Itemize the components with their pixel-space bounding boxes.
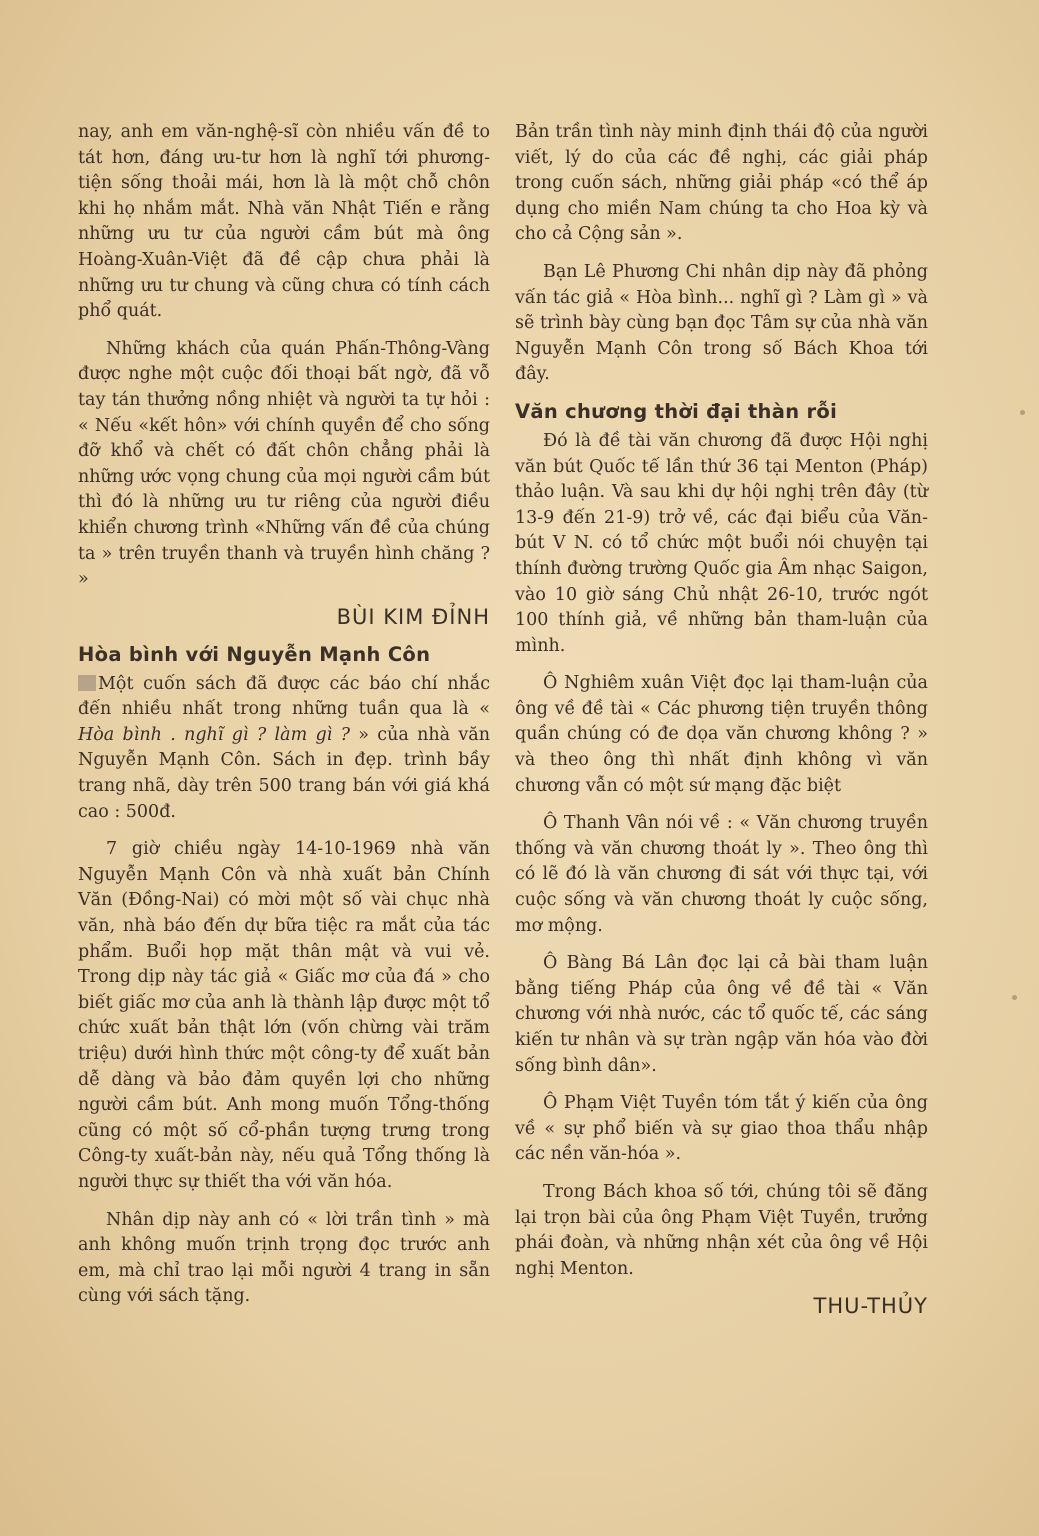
book-title: Hòa bình . nghĩ gì ? làm gì ?: [78, 724, 350, 745]
left-column: [78, 120, 490, 1322]
paragraph: Ô Bàng Bá Lân đọc lại cả bài tham luận bằng tiếng Pháp của ông về đề tài « Văn chương với nhà nước, các tổ quốc tế, các sáng kiến tư nhân và sự tràn ngập văn hóa vào đời sống bình dân».: [515, 953, 928, 1076]
paragraph: Bạn Lê Phương Chi nhân dịp này đã phỏng vấn tác giả « Hòa bình... nghĩ gì ? Làm gì » và sẽ trình bày cùng bạn đọc Tâm sự của nhà văn Nguyễn Mạnh Côn trong số Bách Khoa tới đây.: [515, 261, 928, 385]
paragraph: [78, 672, 490, 826]
paragraph: Trong Bách khoa số tới, chúng tôi sẽ đăng lại trọn bài của ông Phạm Việt Tuyền, trưởng phái đoàn, và những nhận xét của ông về Hội nghị Menton.: [515, 1181, 928, 1279]
paper-spot: [1012, 995, 1017, 1000]
text-run: Một cuốn sách đã được các báo chí nhắc đến nhiều nhất trong những tuần qua là «: [78, 673, 490, 720]
text-run: » của nhà văn Nguyễn Mạnh Côn. Sách in đẹp. trình bầy trang nhã, dày trên 500 trang bán với giá khá cao : 500đ.: [78, 724, 490, 822]
right-column: [515, 120, 928, 1332]
paragraph: Đó là đề tài văn chương đã được Hội nghị văn bút Quốc tế lần thứ 36 tại Menton (Pháp) thảo luận. Và sau khi dự hội nghị trên đây (từ 13-9 đến 21-9) trở về, các đại biểu của Văn-bút V N. có tổ chức một buổi nói chuyện tại thính đường trường Quốc gia Âm nhạc Saigon, vào 10 giờ sáng Chủ nhật 26-10, trước ngót 100 thính giả, về những bản tham-luận của mình.: [515, 430, 928, 656]
paper-spot: [1020, 410, 1025, 415]
author-signature: THU-THỦY: [813, 1294, 928, 1319]
paragraph: Nhân dịp này anh có « lời trần tình » mà anh không muốn trịnh trọng đọc trước anh em, mà chỉ trao lại mỗi người 4 trang in sẵn cùng với sách tặng.: [78, 1209, 490, 1307]
paragraph: nay, anh em văn-nghệ-sĩ còn nhiều vấn đề to tát hơn, đáng ưu-tư hơn là nghĩ tới phương-tiện sống thoải mái, hơn là là một chỗ chôn khi họ nhắm mắt. Nhà văn Nhật Tiến e rằng những ưu tư của người cầm bút mà ông Hoàng-Xuân-Việt đã đề cập chưa phải là những ưu tư chung và cũng chưa có tính cách phổ quát.: [78, 122, 490, 322]
paragraph: Những khách của quán Phấn-Thông-Vàng được nghe một cuộc đối thoại bất ngờ, đã vỗ tay tán thưởng nồng nhiệt và người ta tự hỏi : « Nếu «kết hôn» với chính quyền để cho sống đỡ khổ và chết có đất chôn chẳng phải là những ước vọng chung của mọi người cầm bút thì đó là những ưu tư riêng của người điều khiển chương trình «Những vấn đề của chúng ta » trên truyền thanh và truyền hình chăng ? »: [78, 338, 490, 590]
paragraph: 7 giờ chiều ngày 14-10-1969 nhà văn Nguyễn Mạnh Côn và nhà xuất bản Chính Văn (Đồng-Nai) có mời một số vài chục nhà văn, nhà báo đến dự bữa tiệc ra mắt của tác phẩm. Buổi họp mặt thân mật và vui vẻ. Trong dịp này tác giả « Giấc mơ của đá » cho biết giấc mơ của anh là thành lập được một tổ chức xuất bản thật lớn (vốn chừng vài trăm triệu) dưới hình thức một công-ty để xuất bản dễ dàng và bảo đảm quyền lợi cho những người cầm bút. Anh mong muốn Tổng-thống cũng có một số cổ-phần tượng trưng trong Công-ty xuất-bản này, nếu quả Tổng thống là người thực sự thiết tha với văn hóa.: [78, 839, 490, 1192]
paragraph: Ô Nghiêm xuân Việt đọc lại tham-luận của ông về đề tài « Các phương tiện truyền thông quần chúng có đe dọa văn chương không ? » và theo ông thì nhất định không vì văn chương vẫn có một sứ mạng đặc biệt: [515, 673, 928, 796]
paragraph: Ô Thanh Vân nói về : « Văn chương truyền thống và văn chương thoát ly ». Theo ông thì có lẽ đó là văn chương đi sát với thực tại, với cuộc sống và văn chương thoát ly cuộc sống, mơ mộng.: [515, 813, 928, 936]
paragraph: Ô Phạm Việt Tuyền tóm tắt ý kiến của ông về « sự phổ biến và sự giao thoa thẩu nhập các nền văn-hóa ».: [515, 1093, 928, 1165]
paragraph: Bản trần tình này minh định thái độ của người viết, lý do của các đề nghị, các giải pháp trong cuốn sách, những giải pháp «có thể áp dụng cho miền Nam chúng ta cho Hoa kỳ và cho cả Cộng sản ».: [515, 122, 928, 245]
author-signature: BÙI KIM ĐỈNH: [336, 604, 490, 629]
section-heading: Văn chương thời đại thàn rỗi: [515, 399, 838, 423]
paragraph-mark-icon: [78, 675, 96, 691]
section-heading: Hòa bình với Nguyễn Mạnh Côn: [78, 642, 431, 666]
